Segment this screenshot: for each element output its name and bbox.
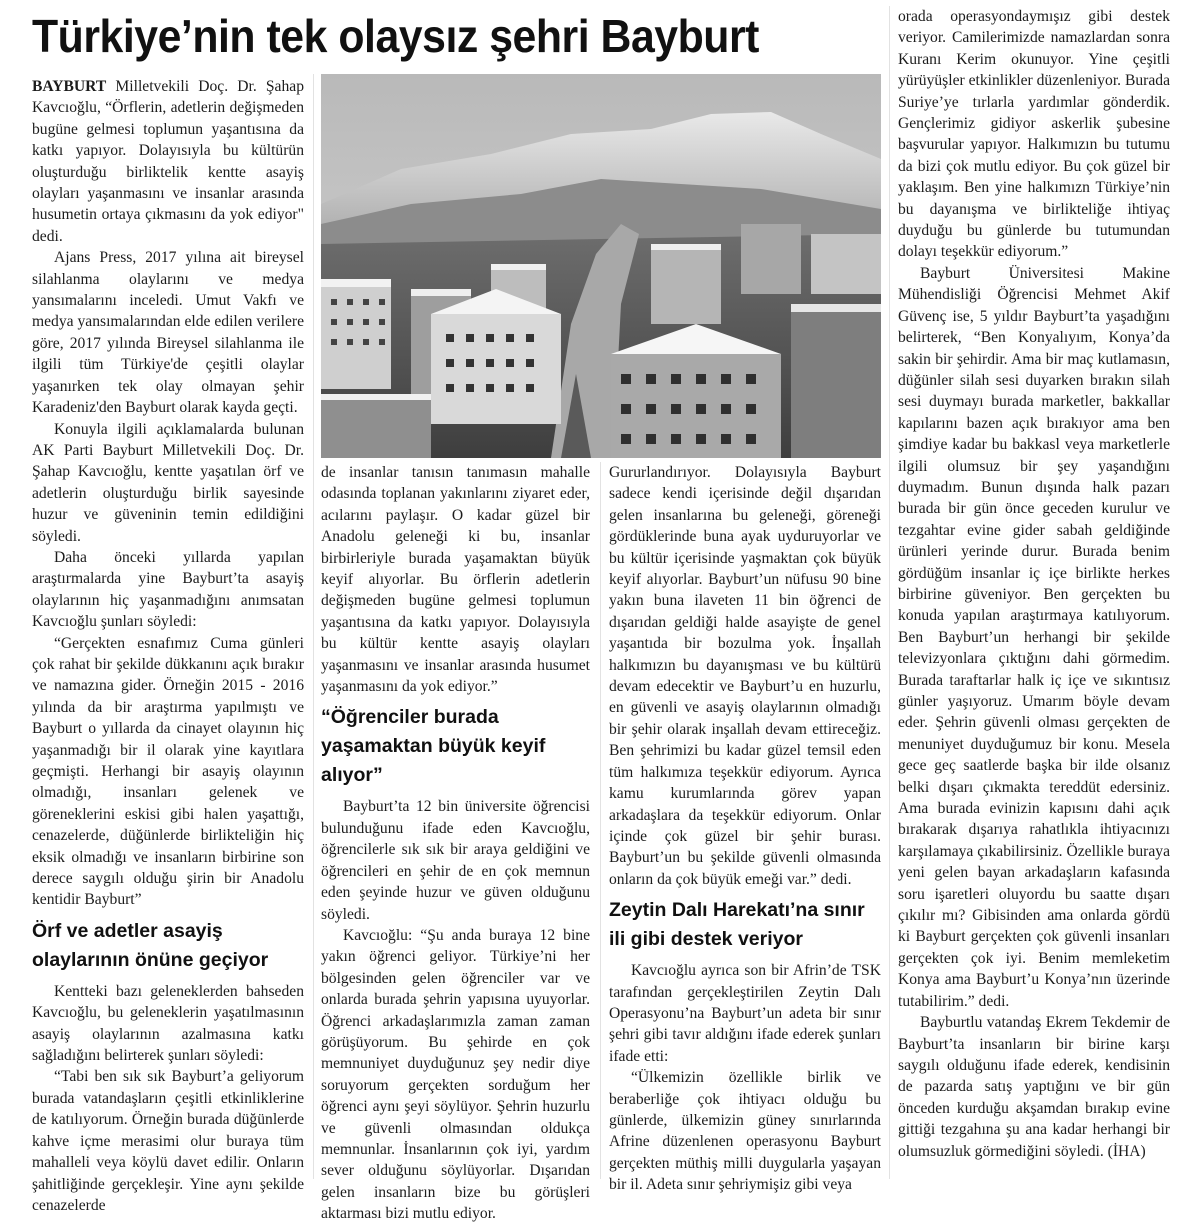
column-4 <box>898 6 1170 1162</box>
column-1 <box>32 76 304 1216</box>
paragraph: Bayburt Üniversitesi Makine Mühendisliği Öğrencisi Mehmet Akif Güvenç ise, 5 yıldır Bayburt’ta yaşadığını belirterek, “Ben Konyalıyım, Konya’da sakin bir şehirdir. Ama bir maç kutlamasın, düğünler silah sesi duyarken bırakın silah sesi duymayı burada marketler, bakkallar kapılarını bazen açık bırakıyor ama ben şimdiye kadar bu bakkasl veya marketlerle ilgili olumsuz bir şey yaşandığını duymadım. Bunun dışında halk pazarı burada bir gün önce geceden kurulur ve tezgahtar evine gider sabah geldiğinde ürünleri yerinde durur. Burada benim gördüğüm insanlar iç içe birlikte herkes birbirine güveniyor. Ben gerçekten bu konuda yapılan araştırmaya katılıyorum. Ben Bayburt’un herhangi bir şekilde televizyonlara çıktığını dahi görmedim. Burada taraftarlar halk iç içe ve sıkıntısız günler yaşıyoruz. Umarım böyle devam eder. Şehrin güvenli olması gerçekten de menuniyet duyduğumuz bir konu. Mesela gece geç saatlerde başka bir ilde olsanız belki dışarı çıkmakta tereddüt edersiniz. Ama burada evinizin kapısını dahi açık bırakarak dışarıya rahatlıkla ihtiyacınızı karşılamaya çıkabilirsiniz. Özellikle buraya yeni gelen bayan arkadaşların kafasında soru işaretleri oluyordu bu saatte dışarı çıkılır mı? Gibisinden ama onlarda gördü ki Bayburt gerçekten çok güvenli insanları gerçekten çok iyi. Benim memleketim Konya ama Bayburt’u Konya’nın üzerinde tutabilirim.” dedi. <box>898 264 1170 1010</box>
article-headline: Türkiye’nin tek olaysız şehri Bayburt <box>32 10 759 62</box>
paragraph: Daha önceki yıllarda yapılan araştırmalarda yine Bayburt’ta asayiş olaylarının hiç yaşanmadığını anımsatan Kavcıoğlu şunları söyledi: <box>32 548 304 631</box>
paragraph: Bayburtlu vatandaş Ekrem Tekdemir de Bayburt’ta insanların bir birine karşı saygılı olduğunu ifade ederek, kendisinin de pazarda satış yaptığını ve bir gün önceden kurduğu akşamdan bırakıp evine gittiği tezgahına şu ana kadar herhangi bir olumsuzluk görmediğini söyledi. (İHA) <box>898 1014 1170 1160</box>
paragraph: Bayburt’ta 12 bin üniversite öğrencisi bulunduğunu ifade eden Kavcıoğlu, öğrencilerle sık sık bir araya geldiğini ve öğrencileri en şehir de en çok memnun eden şeyinde huzur ve güven olduğunu söyledi. <box>321 798 590 923</box>
paragraph: Kentteki bazı geleneklerden bahseden Kavcıoğlu, bu geleneklerin yaşatılmasının asayiş olaylarının azalmasına katkı sağladığını belirterek şunları söyledi: <box>32 982 304 1065</box>
paragraph <box>32 76 304 247</box>
paragraph: “Tabi ben sık sık Bayburt’a geliyorum burada vatandaşların çeşitli etkinliklerine de katılıyorum. Örneğin burada düğünlerde kahve içme merasimi olur buraya tüm mahalleli veya köylü davet edilir. Onların şahitliğinde gerçekleşir. Yine aynı şekilde cenazelerde <box>32 1068 304 1214</box>
column-divider <box>600 462 601 1179</box>
paragraph: Gururlandırıyor. Dolayısıyla Bayburt sadece kendi içerisinde değil dışarıdan gelen insanlarına bu geleneği, göreneği gördüklerinde buna ayak uyduruyorlar ve bu kültür içerisinde yaşmaktan çok büyük keyif alıyorlar. Bayburt’un nüfusu 90 bine yakın buna ilaveten 11 bin öğrenci de dışarıdan geldiği halde asayişte de genel yaşantıda bir bozulma yok. İnşallah halkımızın bu dayanışması ve bu kültürü devam edecektir ve Bayburt’u en huzurlu, en güvenli ve asayiş olaylarının olmadığı bir şehir olarak inşallah devam ettireceğiz. Ben şehrimizi bu kadar güzel temsil eden tüm halkımıza teşekkür ediyorum. Ayrıca kamu kurumlarında görev yapan arkadaşlara da teşekkür ediyorum. Onlar içinde çok güzel bir şehir burası. Bayburt’un bu şekilde güvenli olmasında onların da çok büyük emeği var.” dedi. <box>609 464 881 888</box>
subheading: Örf ve adetler asayiş olaylarının önüne geçiyor <box>32 919 269 971</box>
city-photo <box>321 74 881 458</box>
column-divider <box>889 6 890 1179</box>
column-2 <box>321 462 590 1225</box>
paragraph: “Ülkemizin özellikle birlik ve beraberliğe çok ihtiyacı olduğu bu günlerde, ülkemizin güney sınırlarında Afrine düzenlenen operasyonu Bayburt gerçekten müthiş milli duygularla yaşayan bir il. Adeta sınır şehriymişiz gibi veya <box>609 1069 881 1194</box>
subheading: Zeytin Dalı Harekatı’na sınır ili gibi destek veriyor <box>609 899 865 951</box>
subheading: “Öğrenciler burada yaşamaktan büyük keyif alıyor” <box>321 706 546 787</box>
paragraph: Kavcıoğlu: “Şu anda buraya 12 bine yakın öğrenci geliyor. Türkiye’ni her bölgesinden gelen öğrenciler var ve onlarda burada şehrin yapısına uyuyorlar. Öğrenci arkadaşlarımızla zaman zaman görüşüyorum. Bu şehirde en çok memnuniyet duyduğunuz şey nedir diye soruyorum gerçekten sorduğum her öğrenci aynı şeyi söylüyor. Şehrin huzurlu ve güvenli olmasından oldukça memnunlar. İnsanlarının çok iyi, yardım sever olduğunu söylüyorlar. Dışarıdan gelen insanların bize bu görüşleri aktarması bizi mutlu ediyor. <box>321 926 590 1223</box>
paragraph: Kavcıoğlu ayrıca son bir Afrin’de TSK tarafından gerçekleştirilen Zeytin Dalı Operasyonu’na Bayburt’un adeta bir sınır şehri gibi tavır aldığını ifade ederek şunları ifade etti: <box>609 962 881 1065</box>
paragraph: de insanlar tanısın tanımasın mahalle odasında toplanan yakınlarını ziyaret eder, acılarını paylaşır. O kadar güzel bir Anadolu geleneği ki bu, insanlar birbirleriyle burada yaşamaktan büyük keyif alıyorlar. Bu örflerin adetlerin değişmeden bugüne gelmesi toplumun yaşantısına da katkı yapıyor. Dolayısıyla bu kültür kentte asayiş olayları yaşanmasını ve insanlar arasında husumet yaşanmasını da yok ediyor.” <box>321 464 590 696</box>
column-divider <box>313 74 314 1179</box>
paragraph: “Gerçekten esnafımız Cuma günleri çok rahat bir şekilde dükkanını açık bırakır ve namazına gider. Örneğin 2015 - 2016 yılında da bir araştırma yapılmıştı ve Bayburt o yıllarda da cinayet olayının hiç yaşanmadığı bir il olarak yine kayıtlara geçmişti. Herhangi bir asayiş olayının olmadığı, insanları gelenek ve göreneklerini eskisi gibi halen yaşattığı, cenazelerde, düğünlerde birlikteliğin hiç eksik olmadığı ve insanların birbirine son derece saygılı olduğu şirin bir Anadolu kentidir Bayburt” <box>32 634 304 909</box>
paragraph-text: Milletvekili Doç. Dr. Şahap Kavcıoğlu, “Örflerin, adetlerin değişmeden bugüne gelmesi toplumun yaşantısına da katkı yapıyor. Dolayısıyla bu kültürün oluşturduğu birliktelik kentte asayiş olayları yaşanmasını ve insanlar arasında husumetin ortaya çıkmasını da yok ediyor" dedi. <box>32 78 304 245</box>
dateline: BAYBURT <box>32 78 107 95</box>
column-3 <box>609 462 881 1196</box>
paragraph: Konuyla ilgili açıklamalarda bulunan AK Parti Bayburt Milletvekili Doç. Dr. Şahap Kavcıoğlu, kentte yaşatılan örf ve adetlerin oluşturduğu birlik sayesinde huzur ve güveninin temin edildiğini söyledi. <box>32 420 304 545</box>
paragraph: orada operasyondaymışız gibi destek veriyor. Camilerimizde namazlardan sonra Kuranı Kerim okunuyor. Yine çeşitli yürüyüşler etkinlikler düzenleniyor. Burada Suriye’ye tırlarla yardımlar gönderdik. Gençlerimiz gidiyor askerlik şubesine başvurular yapıyor. Halkımızın bu tutumu da bizi çok mutlu ediyor. Bu çok güzel bir yaklaşım. Ben yine halkımızn Türkiye’nin bu dayanışma ve birlikteliğe ihtiyaç duyduğu bu günlerde bu tutumundan dolayı teşekkür ediyorum.” <box>898 8 1170 261</box>
paragraph: Ajans Press, 2017 yılına ait bireysel silahlanma olaylarını ve medya yansımalarını inceledi. Umut Vakfı ve medya yansımalarından elde edilen verilere göre, 2017 yılında Bireysel silahlanma ile ilgili tüm Türkiye'de çeşitli olaylar yaşanırken tek olay olmayan şehir Karadeniz'den Bayburt olarak kayda geçti. <box>32 249 304 417</box>
